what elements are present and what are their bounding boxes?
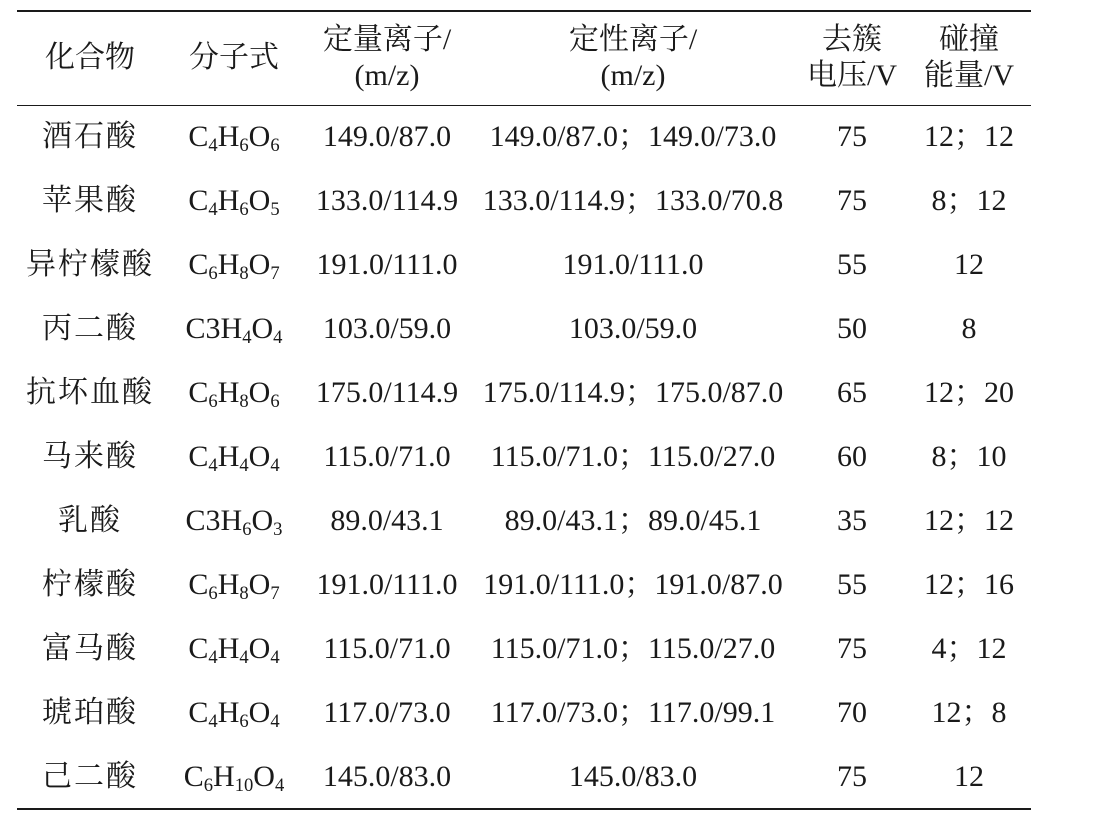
organic-acid-ms-parameters-table bbox=[17, 10, 1031, 810]
cell-formula bbox=[163, 169, 305, 233]
cell-compound: 柠檬酸 bbox=[42, 568, 138, 601]
formula-subscript: 4 bbox=[208, 135, 218, 157]
formula-element: C3H bbox=[185, 312, 243, 345]
formula-element: O bbox=[248, 632, 271, 665]
cell-compound: 抗坏血酸 bbox=[26, 376, 154, 409]
formula-element: H bbox=[217, 440, 240, 473]
cell-qual-ion: 191.0/111.0；191.0/87.0 bbox=[483, 568, 783, 601]
cell-quant-ion: 115.0/71.0 bbox=[323, 440, 451, 473]
cell-declustering-potential: 75 bbox=[837, 632, 867, 665]
header-quant-ion-line1: 定量离子/ bbox=[322, 23, 452, 57]
cell-qual-ion: 117.0/73.0；117.0/99.1 bbox=[490, 696, 776, 729]
cell-quant-ion: 89.0/43.1 bbox=[330, 504, 444, 537]
cell-quant-ion: 117.0/73.0 bbox=[323, 696, 451, 729]
cell-formula bbox=[163, 233, 305, 297]
header-dp-line1: 去簇 bbox=[822, 23, 882, 57]
cell-declustering-potential: 75 bbox=[837, 120, 867, 154]
cell-qual-ion: 115.0/71.0；115.0/27.0 bbox=[490, 632, 776, 665]
formula-element: H bbox=[217, 120, 240, 154]
table-row bbox=[17, 169, 1031, 233]
cell-declustering-potential: 50 bbox=[837, 312, 867, 345]
formula-subscript: 6 bbox=[208, 263, 218, 285]
cell-declustering-potential: 35 bbox=[837, 504, 867, 537]
formula-subscript: 6 bbox=[239, 135, 249, 157]
cell-formula bbox=[163, 425, 305, 489]
cell-formula bbox=[163, 745, 305, 809]
formula-subscript: 4 bbox=[208, 199, 218, 221]
formula-subscript: 10 bbox=[234, 774, 254, 796]
formula-element: C bbox=[188, 248, 209, 281]
table-row bbox=[17, 297, 1031, 361]
formula-element: H bbox=[217, 184, 240, 217]
formula-subscript: 8 bbox=[239, 391, 249, 413]
table-row bbox=[17, 489, 1031, 553]
cell-declustering-potential: 75 bbox=[837, 184, 867, 217]
header-qual-ion bbox=[469, 11, 797, 105]
formula-subscript: 6 bbox=[242, 519, 252, 541]
formula-element: C3H bbox=[185, 504, 243, 537]
formula-subscript: 6 bbox=[239, 711, 249, 733]
formula-element: C bbox=[188, 120, 209, 154]
cell-formula bbox=[163, 361, 305, 425]
header-formula bbox=[163, 11, 305, 105]
formula-subscript: 4 bbox=[270, 711, 280, 733]
formula-element: H bbox=[217, 696, 240, 729]
cell-qual-ion: 191.0/111.0 bbox=[562, 248, 704, 281]
cell-declustering-potential: 65 bbox=[837, 376, 867, 409]
header-row bbox=[17, 11, 1031, 105]
cell-collision-energy: 12；20 bbox=[924, 376, 1014, 409]
header-collision-energy bbox=[907, 11, 1031, 105]
table-row bbox=[17, 425, 1031, 489]
cell-collision-energy: 12 bbox=[954, 759, 984, 793]
formula-subscript: 6 bbox=[270, 135, 280, 157]
formula-element: O bbox=[248, 120, 271, 154]
cell-collision-energy: 12；16 bbox=[924, 568, 1014, 601]
formula-element: C bbox=[183, 759, 204, 793]
formula-element: O bbox=[248, 248, 271, 281]
cell-quant-ion: 103.0/59.0 bbox=[322, 312, 452, 345]
formula-subscript: 4 bbox=[239, 647, 249, 669]
formula-subscript: 3 bbox=[273, 519, 283, 541]
cell-formula bbox=[163, 105, 305, 169]
header-quant-ion bbox=[305, 11, 469, 105]
header-declustering-potential bbox=[797, 11, 907, 105]
formula-subscript: 4 bbox=[270, 647, 280, 669]
formula-element: H bbox=[217, 376, 240, 409]
cell-collision-energy: 12；12 bbox=[924, 120, 1014, 154]
formula-element: O bbox=[248, 184, 271, 217]
formula-subscript: 6 bbox=[239, 199, 249, 221]
table-row bbox=[17, 745, 1031, 809]
header-dp-line2: 电压/V bbox=[807, 59, 897, 93]
cell-collision-energy: 4；12 bbox=[931, 632, 1007, 665]
data-table-container bbox=[17, 10, 1031, 810]
table-row bbox=[17, 617, 1031, 681]
cell-quant-ion: 133.0/114.9 bbox=[315, 184, 459, 217]
header-qual-ion-line1: 定性离子/ bbox=[568, 23, 698, 57]
table-body bbox=[17, 105, 1031, 809]
cell-compound: 酒石酸 bbox=[42, 120, 138, 154]
cell-compound: 琥珀酸 bbox=[42, 696, 138, 729]
cell-compound: 苹果酸 bbox=[42, 184, 138, 217]
cell-qual-ion: 175.0/114.9；175.0/87.0 bbox=[482, 376, 784, 409]
formula-subscript: 5 bbox=[270, 199, 280, 221]
cell-formula bbox=[163, 297, 305, 361]
cell-declustering-potential: 60 bbox=[837, 440, 867, 473]
formula-subscript: 4 bbox=[274, 774, 285, 796]
formula-subscript: 4 bbox=[208, 647, 218, 669]
formula-element: O bbox=[251, 504, 274, 537]
cell-formula bbox=[163, 489, 305, 553]
formula-subscript: 6 bbox=[208, 391, 218, 413]
cell-declustering-potential: 75 bbox=[837, 759, 867, 793]
formula-subscript: 6 bbox=[203, 774, 214, 796]
header-quant-ion-line2: (m/z) bbox=[354, 59, 420, 93]
cell-qual-ion: 103.0/59.0 bbox=[568, 312, 698, 345]
formula-subscript: 8 bbox=[239, 263, 249, 285]
formula-element: O bbox=[253, 759, 275, 793]
cell-collision-energy: 8；12 bbox=[931, 184, 1007, 217]
formula-element: O bbox=[248, 696, 271, 729]
cell-compound: 马来酸 bbox=[42, 440, 138, 473]
formula-element: C bbox=[188, 376, 209, 409]
cell-qual-ion: 133.0/114.9；133.0/70.8 bbox=[482, 184, 784, 217]
cell-compound: 己二酸 bbox=[42, 759, 138, 793]
header-qual-ion-line2: (m/z) bbox=[600, 59, 666, 93]
formula-subscript: 6 bbox=[270, 391, 280, 413]
table-row bbox=[17, 233, 1031, 297]
table-row bbox=[17, 361, 1031, 425]
formula-element: O bbox=[248, 440, 271, 473]
cell-quant-ion: 191.0/111.0 bbox=[316, 248, 458, 281]
cell-formula bbox=[163, 681, 305, 745]
formula-subscript: 8 bbox=[239, 583, 249, 605]
formula-element: C bbox=[188, 696, 209, 729]
cell-compound: 乳酸 bbox=[58, 504, 122, 537]
cell-collision-energy: 12；8 bbox=[931, 696, 1007, 729]
formula-element: C bbox=[188, 184, 209, 217]
cell-quant-ion: 115.0/71.0 bbox=[323, 632, 451, 665]
cell-collision-energy: 12；12 bbox=[924, 504, 1014, 537]
formula-subscript: 4 bbox=[208, 455, 218, 477]
formula-subscript: 4 bbox=[273, 327, 283, 349]
formula-subscript: 6 bbox=[208, 583, 218, 605]
header-formula-line: 分子式 bbox=[189, 41, 279, 75]
formula-subscript: 7 bbox=[270, 263, 280, 285]
formula-subscript: 4 bbox=[242, 327, 252, 349]
cell-declustering-potential: 55 bbox=[837, 248, 867, 281]
cell-qual-ion: 115.0/71.0；115.0/27.0 bbox=[490, 440, 776, 473]
cell-declustering-potential: 55 bbox=[837, 568, 867, 601]
cell-collision-energy: 8；10 bbox=[931, 440, 1007, 473]
formula-element: O bbox=[251, 312, 274, 345]
table-row bbox=[17, 105, 1031, 169]
cell-qual-ion: 149.0/87.0；149.0/73.0 bbox=[489, 120, 777, 154]
formula-subscript: 4 bbox=[239, 455, 249, 477]
formula-subscript: 4 bbox=[208, 711, 218, 733]
formula-element: H bbox=[217, 568, 240, 601]
cell-quant-ion: 175.0/114.9 bbox=[315, 376, 459, 409]
cell-quant-ion: 149.0/87.0 bbox=[322, 120, 452, 154]
cell-compound: 丙二酸 bbox=[42, 312, 138, 345]
formula-element: O bbox=[248, 568, 271, 601]
formula-subscript: 4 bbox=[270, 455, 280, 477]
cell-compound: 异柠檬酸 bbox=[26, 248, 154, 281]
cell-qual-ion: 89.0/43.1；89.0/45.1 bbox=[504, 504, 762, 537]
formula-element: C bbox=[188, 568, 209, 601]
formula-element: H bbox=[213, 759, 235, 793]
table-row bbox=[17, 553, 1031, 617]
cell-formula bbox=[163, 617, 305, 681]
formula-subscript: 7 bbox=[270, 583, 280, 605]
formula-element: C bbox=[188, 440, 209, 473]
formula-element: O bbox=[248, 376, 271, 409]
cell-quant-ion: 145.0/83.0 bbox=[322, 759, 452, 793]
cell-compound: 富马酸 bbox=[42, 632, 138, 665]
cell-quant-ion: 191.0/111.0 bbox=[316, 568, 458, 601]
cell-formula bbox=[163, 553, 305, 617]
cell-collision-energy: 12 bbox=[954, 248, 984, 281]
formula-element: H bbox=[217, 248, 240, 281]
cell-collision-energy: 8 bbox=[961, 312, 977, 345]
formula-element: H bbox=[217, 632, 240, 665]
cell-qual-ion: 145.0/83.0 bbox=[568, 759, 698, 793]
formula-element: C bbox=[188, 632, 209, 665]
header-compound bbox=[17, 11, 163, 105]
table-row bbox=[17, 681, 1031, 745]
header-compound-line: 化合物 bbox=[45, 41, 135, 75]
header-ce-line1: 碰撞 bbox=[939, 23, 999, 57]
cell-declustering-potential: 70 bbox=[837, 696, 867, 729]
header-ce-line2: 能量/V bbox=[924, 59, 1014, 93]
